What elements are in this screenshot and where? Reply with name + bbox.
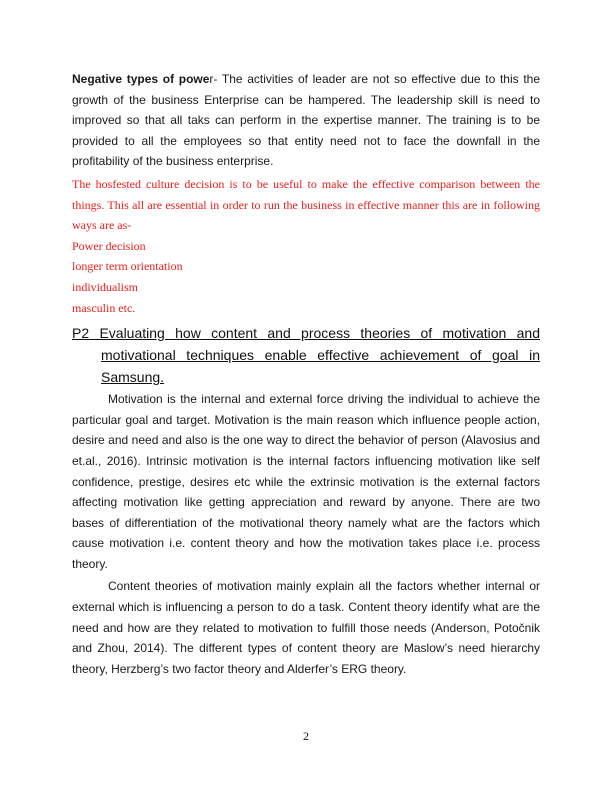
- page-content: [72, 69, 540, 679]
- paragraph-negative-power: [72, 69, 540, 172]
- list-item: Power decision: [72, 238, 146, 253]
- page-number: 2: [303, 729, 309, 743]
- body-paragraph-motivation: Motivation is the internal and external force driving the individual to achieve the particular goal and target. Motivation is the main reason which influence people action, desire and need and also is the one way to direct the behavior of person (Alavosius and et.al., 2016). Intrinsic motivation is the internal factors influencing motivation like self confidence, prestige, desires etc while the extrinsic motivation is the external factors affecting motivation like getting appreciation and reward by anyone. There are two bases of differentiation of the motivational theory namely what are the factors which cause motivation i.e. content theory and how the motivation takes place i.e. process theory.: [72, 392, 540, 571]
- negative-power-text: - The activities of leader are not so effective due to this the growth of the business Enterprise can be hampered. The leadership skill is need to improved so that all taks can perform in the expertise manner. The training is to be provided to all the employees so that entity need not to face the downfall in the profitability of the business enterprise.: [72, 72, 540, 169]
- paragraph-hofstede: The hosfested culture decision is to be useful to make the effective comparison between the things. This all are essential in order to run the business in effective manner this are in following ways are as-: [72, 176, 540, 233]
- negative-power-label-tail: r: [209, 72, 214, 86]
- hofstede-list: [72, 236, 540, 318]
- list-item: individualism: [72, 279, 138, 294]
- list-item: longer term orientation: [72, 259, 183, 274]
- section-heading: P2 Evaluating how content and process theories of motivation and motivational techniques enable effective achievement of goal in Samsung.: [72, 325, 540, 386]
- negative-power-label: Negative types of powe: [72, 72, 210, 86]
- list-item: masculin etc.: [72, 300, 136, 315]
- body-paragraph-content-theories: Content theories of motivation mainly explain all the factors whether internal or external which is influencing a person to do a task. Content theory identify what are the need and how are they related to motivation to fulfill those needs (Anderson, Potočnik and Zhou, 2014). The different types of content theory are Maslow’s need hierarchy theory, Herzberg’s two factor theory and Alderfer’s ERG theory.: [72, 579, 540, 676]
